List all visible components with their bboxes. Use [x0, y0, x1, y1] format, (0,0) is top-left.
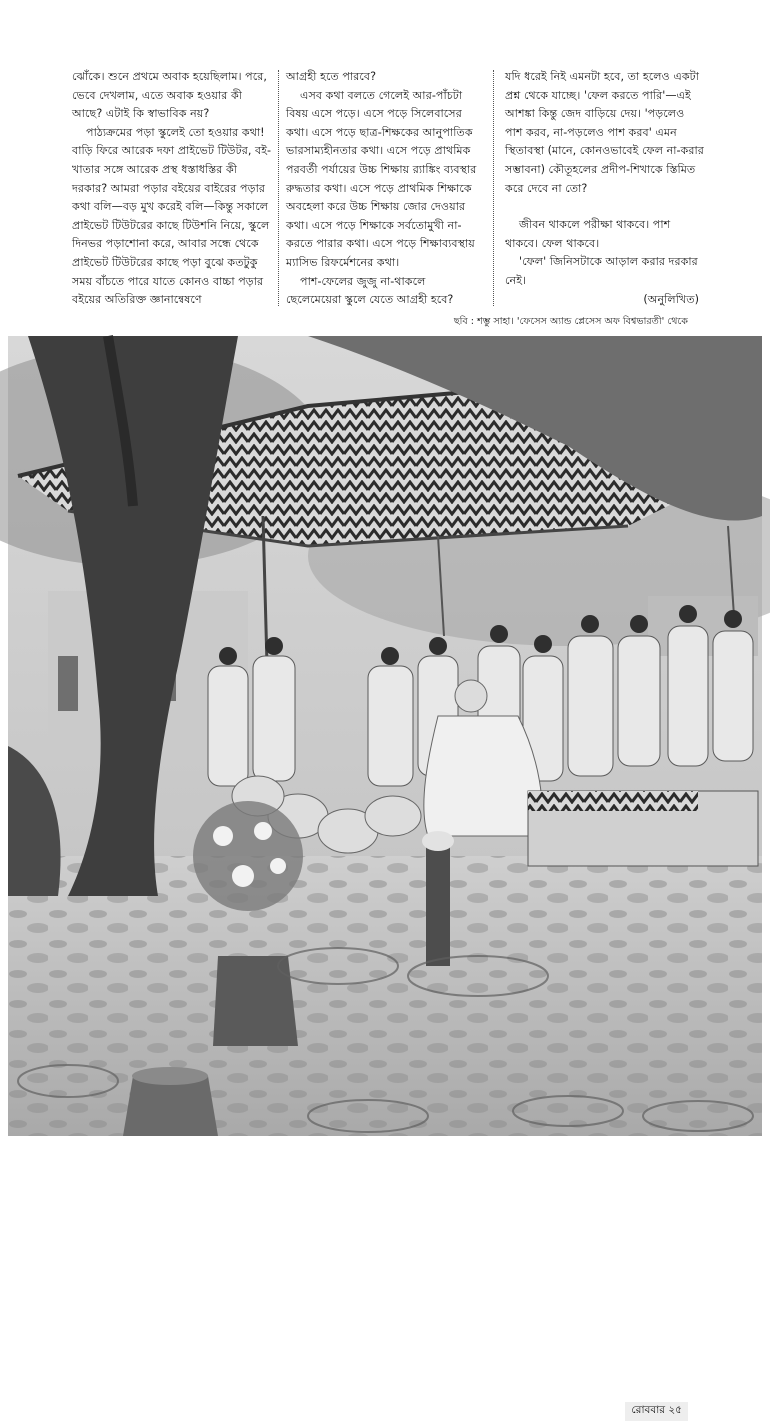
photo-caption: ছবি : শম্ভু সাহা। 'ফেসেস অ্যান্ড প্লেসেস অফ বিশ্বভারতী' থেকে	[453, 316, 688, 327]
signoff: (অনুলিখিত)	[643, 292, 699, 306]
column-divider	[278, 70, 279, 306]
paragraph: পাঠ্যক্রমের পড়া স্কুলেই তো হওয়ার কথা! বাড়ি ফিরে আরেক দফা প্রাইভেট টিউটর, বই-খাতার সঙ্গে আরেক প্রস্থ ধস্তাধস্তির কী দরকার? আমরা পড়ার বইয়ের বাইরের পড়ার কথা বলি—বড় মুখ করেই বলি—কিন্তু সকালে প্রাইভেট টিউটরের কাছে টিউশনি নিয়ে, স্কুলে দিনভর পড়াশোনা করে, আবার সন্ধে থেকে প্রাইভেট টিউটরের কাছে পড়া বুঝে কতটুকু সময় বাঁচতে পারে যাতে কোনও বাচ্চা পড়ার বইয়ের অতিরিক্ত জ্ঞানান্বেষণে	[72, 125, 272, 307]
paragraph: আগ্রহী হতে পারবে?	[286, 70, 377, 83]
paragraph: 'ফেল' জিনিসটাকে আড়াল করার দরকার নেই।	[505, 255, 698, 287]
column-divider	[493, 70, 494, 306]
photograph	[8, 336, 762, 1416]
paragraph: পাশ-ফেলের জুজু না-থাকলে ছেলেমেয়েরা স্কুলে যেতে আগ্রহী হবে?	[286, 274, 454, 307]
article-column-3	[505, 68, 705, 309]
article-column-1	[72, 68, 272, 310]
paragraph: জীবন থাকলে পরীক্ষা থাকবে। পাশ থাকবে। ফেল থাকবে।	[505, 218, 671, 250]
paragraph: এসব কথা বলতে গেলেই আর-পাঁচটা বিষয় এসে পড়ে। এসে পড়ে সিলেবাসের কথা। এসে পড়ে ছাত্র-শিক্ষকের আনুপাতিক ভারসাম্যহীনতার কথা। এসে পড়ে প্রাথমিক পরবর্তী পর্যায়ের উচ্চ শিক্ষায় র‍্যাঙ্কিং ব্যবস্থার রুদ্ধতার কথা। এসে পড়ে প্রাথমিক শিক্ষাকে অবহেলা করে উচ্চ শিক্ষায় জোর দেওয়ার কথা। এসে পড়ে শিক্ষাকে সর্বতোমুখী না-করতে পারার কথা। এসে পড়ে শিক্ষাব্যবস্থায় ম্যাসিভ রিফর্মেশনের কথা।	[286, 88, 477, 269]
paragraph: ঝোঁকে। শুনে প্রথমে অবাক হয়েছিলাম। পরে, ভেবে দেখলাম, এতে অবাক হওয়ার কী আছে? এটাই কি স্বাভাবিক নয়?	[72, 70, 267, 121]
page-folio: রোববার ২৫	[625, 1402, 688, 1421]
paragraph: যদি ধরেই নিই এমনটা হবে, তা হলেও একটা প্রশ্ন থেকে যাচ্ছে। 'ফেল করতে পারি'—এই আশঙ্কা কিন্তু জেদ বাড়িয়ে দেয়। 'পড়লেও পাশ করব, না-পড়লেও পাশ করব' এমন স্থিতাবস্থা (মানে, কোনওভাবেই ফেল না-করার সম্ভাবনা) কৌতূহলের প্রদীপ-শিখাকে স্তিমিত করে দেবে না তো?	[505, 70, 704, 195]
photo-illustration	[8, 336, 762, 1136]
article-column-2	[286, 68, 484, 310]
